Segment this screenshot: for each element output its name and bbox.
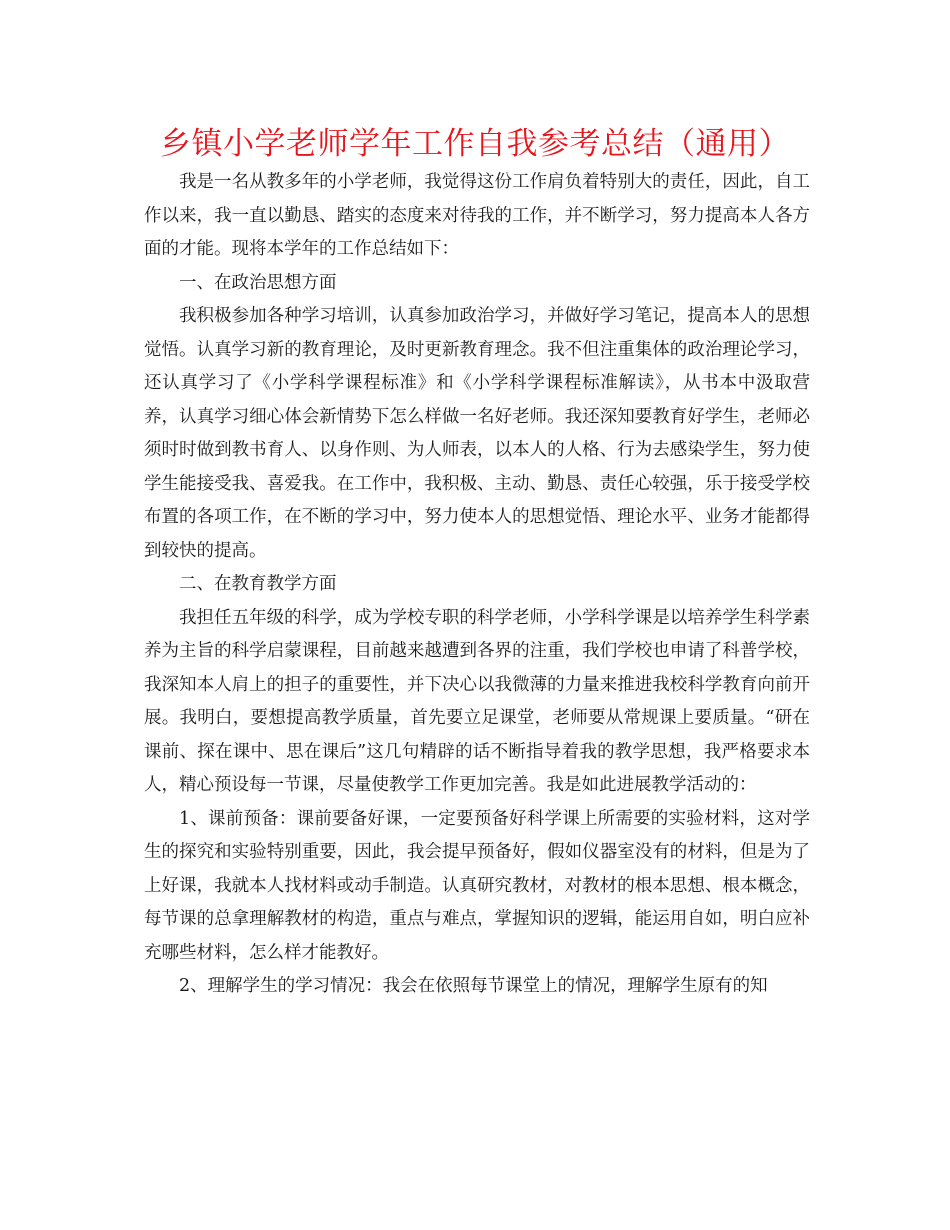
paragraph-teaching: 我担任五年级的科学，成为学校专职的科学老师，小学科学课是以培养学生科学素养为主旨的科学启蒙课程，目前越来越遭到各界的注重，我们学校也申请了科普学校，我深知本人肩上的担子的重要性，并下决心以我微薄的力量来推进我校科学教育向前开展。我明白，要想提高教学质量，首先要立足课堂，老师要从常规课上要质量。“研在课前、探在课中、思在课后”这几句精辟的话不断指导着我的教学思想，我严格要求本人，精心预设每一节课，尽量使教学工作更加完善。我是如此进展教学活动的：: [144, 607, 810, 795]
section-heading-teaching: 二、在教育教学方面: [179, 574, 337, 594]
paragraph-intro: 我是一名从教多年的小学老师，我觉得这份工作肩负着特别大的责任，因此，自工作以来，我一直以勤恳、踏实的态度来对待我的工作，并不断学习，努力提高本人各方面的才能。现将本学年的工作总结如下：: [144, 172, 810, 259]
paragraph-student-understanding: 2、理解学生的学习情况：我会在依照每节课堂上的情况，理解学生原有的知: [179, 976, 768, 996]
section-heading-political: 一、在政治思想方面: [179, 272, 337, 293]
document-title: 乡镇小学老师学年工作自我参考总结（通用）: [160, 126, 790, 162]
document-body: [144, 166, 810, 1004]
paragraph-political: 我积极参加各种学习培训，认真参加政治学习，并做好学习笔记，提高本人的思想觉悟。认真学习新的教育理论，及时更新教育理念。我不但注重集体的政治理论学习，还认真学习了《小学科学课程标准》和《小学科学课程标准解读》，从书本中汲取营养，认真学习细心体会新情势下怎么样做一名好老师。我还深知要教育好学生，老师必须时时做到教书育人、以身作则、为人师表，以本人的人格、行为去感染学生，努力使学生能接受我、喜爱我。在工作中，我积极、主动、勤恳、责任心较强，乐于接受学校布置的各项工作，在不断的学习中，努力使本人的思想觉悟、理论水平、业务才能都得到较快的提高。: [144, 306, 810, 561]
paragraph-preparation: 1、课前预备：课前要备好课，一定要预备好科学课上所需要的实验材料，这对学生的探究和实验特别重要，因此，我会提早预备好，假如仪器室没有的材料，但是为了上好课，我就本人找材料或动手制造。认真研究教材，对教材的根本思想、根本概念，每节课的总拿理解教材的构造，重点与难点，掌握知识的逻辑，能运用自如，明白应补充哪些材料，怎么样才能教好。: [144, 808, 810, 963]
